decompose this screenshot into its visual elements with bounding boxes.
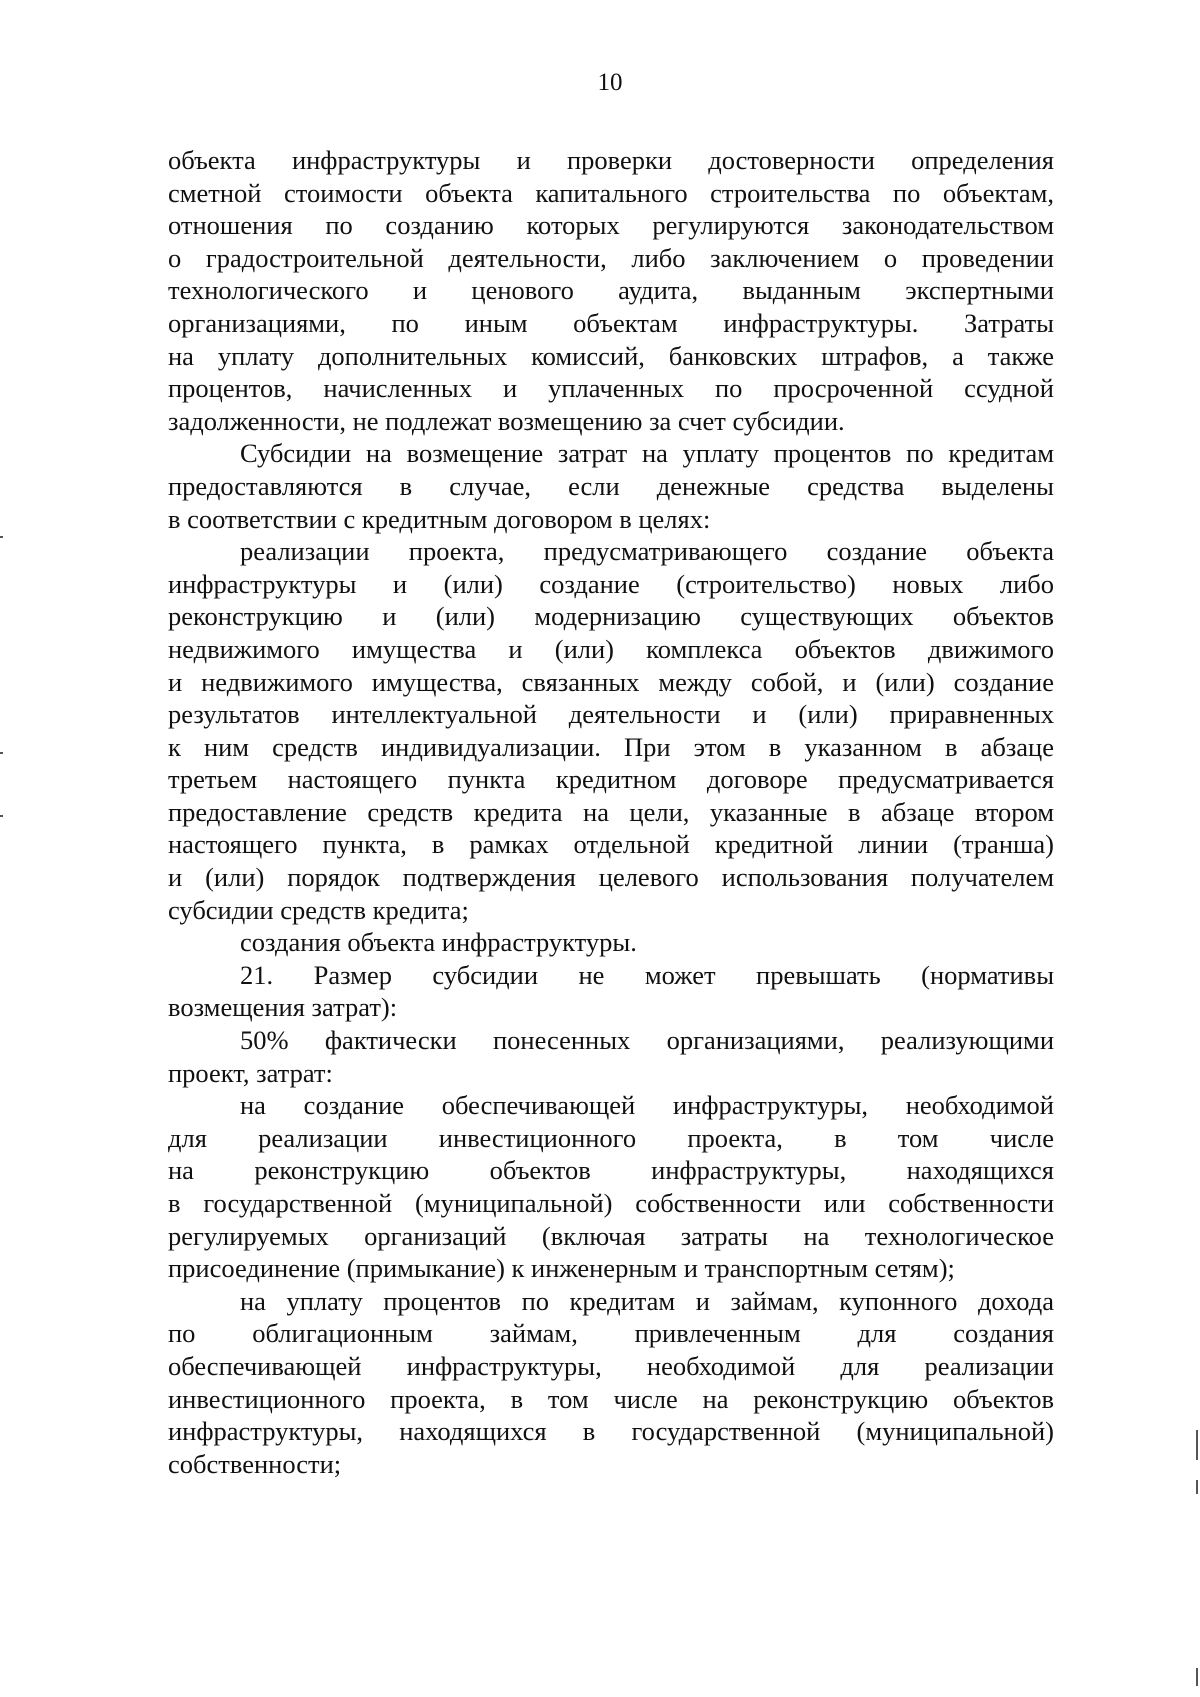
paragraph [168, 926, 1054, 959]
text-line: и (или) порядок подтверждения целевого использования получателем [168, 862, 1054, 893]
text-line: в государственной (муниципальной) собственности или собственности [168, 1188, 1054, 1218]
scan-mark [1196, 1480, 1198, 1494]
text-line: задолженности, не подлежат возмещению за счет субсидии. [168, 405, 845, 436]
scan-mark [1196, 1430, 1198, 1460]
text-line: 50% фактически понесенных организациями, реализующими [240, 1025, 1054, 1056]
scan-mark [0, 536, 3, 538]
text-line: присоединение (примыкание) к инженерным и транспортным сетям); [168, 1253, 955, 1284]
text-line: предоставляются в случае, если денежные средства выделены [168, 470, 1054, 501]
text-line: и недвижимого имущества, связанных между собой, и (или) создание [168, 666, 1054, 697]
text-line: третьем настоящего пункта кредитном договоре предусматривается [168, 764, 1054, 795]
text-line: на уплату процентов по кредитам и займам, купонного дохода [240, 1285, 1054, 1316]
text-line: в соответствии с кредитным договором в целях: [168, 503, 711, 534]
paragraph [168, 144, 1054, 437]
text-line: технологического и ценового аудита, выданным экспертными [168, 275, 1054, 306]
paragraph [168, 959, 1054, 1024]
text-line: результатов интеллектуальной деятельности и (или) приравненных [168, 699, 1054, 730]
paragraph [168, 1024, 1054, 1089]
scan-mark [0, 815, 3, 817]
paragraph [168, 535, 1054, 926]
text-line: регулируемых организаций (включая затраты на технологическое [168, 1220, 1054, 1251]
paragraph [168, 1285, 1054, 1481]
scan-mark [1196, 1668, 1198, 1686]
page-number: 10 [597, 69, 623, 96]
text-line: субсидии средств кредита; [168, 894, 469, 925]
text-line: недвижимого имущества и (или) комплекса объектов движимого [168, 633, 1054, 664]
text-line: собственности; [168, 1448, 342, 1479]
text-line: настоящего пункта, в рамках отдельной кредитной линии (транша) [168, 829, 1054, 860]
text-line: процентов, начисленных и уплаченных по просроченной ссудной [168, 373, 1054, 404]
text-line: предоставление средств кредита на цели, указанные в абзаце втором [168, 796, 1054, 827]
text-line: объекта инфраструктуры и проверки достоверности определения [168, 145, 1054, 175]
text-line: о градостроительной деятельности, либо заключением о проведении [168, 242, 1054, 273]
text-line: реконструкцию и (или) модернизацию существующих объектов [168, 601, 1054, 632]
text-line: для реализации инвестиционного проекта, в том числе [168, 1122, 1054, 1153]
text-line: 21. Размер субсидии не может превышать (нормативы [240, 959, 1054, 990]
text-line: инфраструктуры, находящихся в государственной (муниципальной) [168, 1416, 1054, 1447]
text-line: отношения по созданию которых регулируются законодательством [168, 210, 1054, 241]
paragraph [168, 437, 1054, 535]
text-line: к ним средств индивидуализации. При этом в указанном в абзаце [168, 731, 1054, 762]
document-body [168, 144, 1054, 1480]
paragraph [168, 1089, 1054, 1285]
text-line: возмещения затрат): [168, 992, 398, 1023]
text-line: организациями, по иным объектам инфраструктуры. Затраты [168, 307, 1054, 338]
text-line: обеспечивающей инфраструктуры, необходимой для реализации [168, 1350, 1054, 1381]
text-line: по облигационным займам, привлеченным для создания [168, 1318, 1054, 1349]
text-line: инвестиционного проекта, в том числе на реконструкцию объектов [168, 1383, 1054, 1414]
text-line: реализации проекта, предусматривающего создание объекта [240, 536, 1054, 567]
text-line: инфраструктуры и (или) создание (строительство) новых либо [168, 568, 1054, 599]
text-line: Субсидии на возмещение затрат на уплату процентов по кредитам [240, 438, 1054, 469]
scan-mark [0, 752, 3, 754]
text-line: проект, затрат: [168, 1057, 333, 1088]
text-line: на создание обеспечивающей инфраструктуры, необходимой [240, 1090, 1054, 1121]
text-line: на уплату дополнительных комиссий, банковских штрафов, а также [168, 340, 1054, 371]
text-line: создания объекта инфраструктуры. [240, 927, 637, 958]
text-line: сметной стоимости объекта капитального строительства по объектам, [168, 177, 1054, 208]
text-line: на реконструкцию объектов инфраструктуры, находящихся [168, 1155, 1054, 1186]
